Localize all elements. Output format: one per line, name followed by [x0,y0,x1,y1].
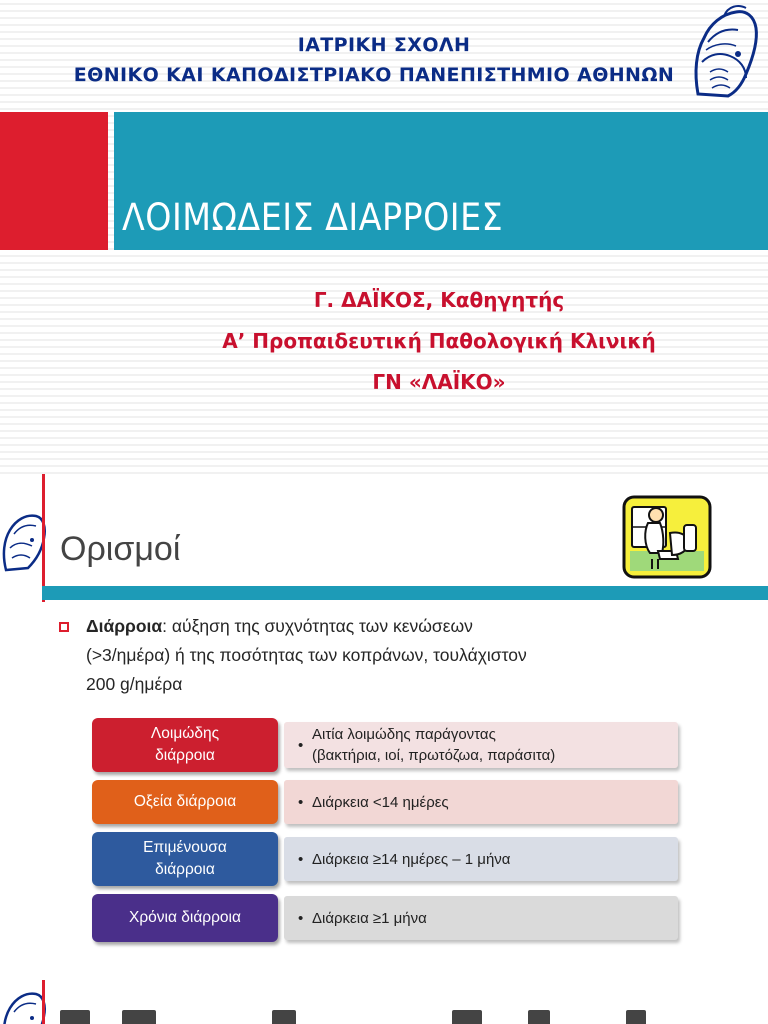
slide-accent-line [42,980,45,1024]
type-label-pill [92,894,278,942]
athena-head-logo-icon [680,2,760,102]
type-detail-box [284,780,678,824]
athena-head-logo-icon [0,510,46,572]
type-detail-box [284,722,678,768]
author-name: Γ. ΔΑΪΚΟΣ, Καθηγητής [313,288,565,312]
type-label-pill [92,832,278,886]
slide-accent-line [42,474,45,602]
definitions-slide [0,474,768,964]
bullet-dot: • [298,736,304,754]
bullet-dot: • [298,850,304,868]
type-row-persistent [92,832,682,886]
bullet-dot: • [298,909,304,927]
type-detail-box [284,837,678,881]
type-label-line1: Επιμένουσα [143,839,227,856]
type-detail-line1: Αιτία λοιμώδης παράγοντας [312,726,496,743]
definition-text-1: : αύξηση της συχνότητας των κενώσεων [162,616,473,636]
slide-title: Ορισμοί [60,530,181,568]
definition-term: Διάρροια [86,616,163,636]
definition-text-3: 200 g/ημέρα [86,674,183,694]
definition-paragraph [86,612,736,699]
hospital-name: ΓΝ «ΛΑΪΚΟ» [372,370,506,394]
type-label-line1: Λοιμώδης [150,725,220,742]
presentation-title: ΛΟΙΜΩΔΕΙΣ ΔΙΑΡΡΟΙΕΣ [122,196,504,239]
type-detail-line1: Διάρκεια ≥14 ημέρες – 1 μήνα [312,850,511,868]
clinic-name: Α’ Προπαιδευτική Παθολογική Κλινική [222,329,656,353]
school-header [0,30,768,90]
next-slide-partial [0,980,768,1024]
type-row-chronic [92,894,682,942]
title-slide [0,0,768,474]
athena-head-logo-icon [0,988,46,1024]
school-name: ΙΑΤΡΙΚΗ ΣΧΟΛΗ [297,34,471,56]
type-label-line2: διάρροια [155,861,215,878]
type-detail-line1: Διάρκεια <14 ημέρες [312,793,449,811]
type-label-pill [92,780,278,824]
definition-text-2: (>3/ημέρα) ή της ποσότητας των κοπράνων, τουλάχιστον [86,645,527,665]
title-underline-bar [42,586,768,600]
author-block [0,280,768,403]
bullet-dot: • [298,793,304,811]
red-accent-block [0,112,108,250]
type-row-infectious [92,718,682,772]
type-detail-box [284,896,678,940]
type-label-line1: Χρόνια διάρροια [129,909,241,926]
type-label-line2: διάρροια [155,747,215,764]
person-on-toilet-clipart-icon [622,495,712,579]
type-row-acute [92,780,682,824]
type-label-pill [92,718,278,772]
university-name: ΕΘΝΙΚΟ ΚΑΙ ΚΑΠΟΔΙΣΤΡΙΑΚΟ ΠΑΝΕΠΙΣΤΗΜΙΟ ΑΘΗΝΩΝ [73,64,675,86]
type-label-line1: Οξεία διάρροια [133,793,237,810]
cut-off-title-glyphs [60,1010,652,1024]
type-detail-line1: Διάρκεια ≥1 μήνα [312,909,427,927]
type-detail-line2: (βακτήρια, ιοί, πρωτόζωα, παράσιτα) [312,747,556,764]
square-bullet-icon [59,622,69,632]
